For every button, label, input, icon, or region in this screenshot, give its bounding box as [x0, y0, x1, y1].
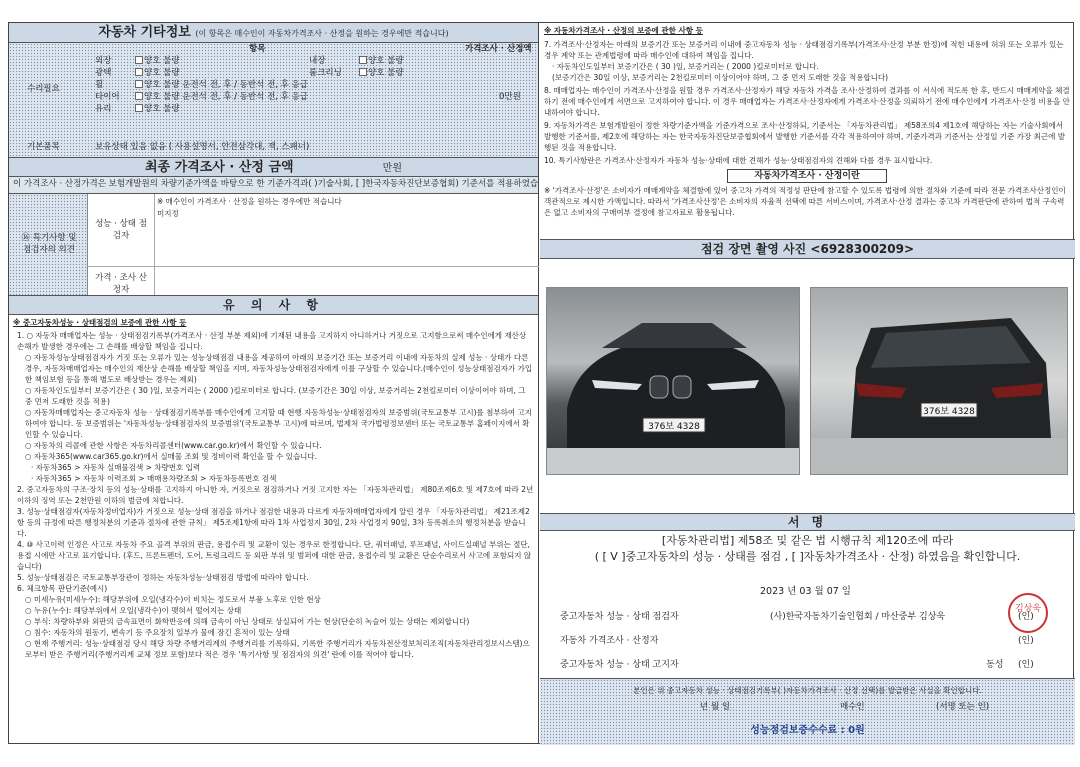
section-subtitle: (이 항목은 매수인이 자동차가격조사 · 산정을 원하는 경우에만 적습니다) [195, 29, 449, 38]
checkbox[interactable] [359, 68, 367, 76]
notice-list [13, 330, 534, 660]
row-left-1: 광택 양호 불량 [95, 68, 180, 78]
final-title: 최종 가격조사 · 산정 금액 [144, 160, 294, 175]
pricer-label: 자동차 가격조사 · 산정자 [560, 636, 659, 646]
front-photo [546, 287, 800, 475]
notice-item: 2. 중고자동차의 구조·장치 등의 성능·상태를 고지하지 아니한 자, 거짓으로 점검하거나 거짓 고지한 자는 「자동차관리법」 제80조제6호 및 제7호에 따라 2년 이하의 징역 또는 2천만원 이하의 벌금에 처합니다. [17, 485, 534, 505]
final-unit: 만원 [382, 163, 402, 174]
special-label: ⑯ 특기사항 및 점검자의 의견 [21, 233, 77, 255]
col-price: 가격조사 · 산정액 [465, 44, 532, 54]
notice-item: ○ 침수: 자동차의 원동기, 변속기 등 주요장치 일부가 물에 잠긴 흔적이 있는 상태 [25, 628, 290, 637]
sign-date: 2023 년 03 월 07 일 [760, 586, 851, 597]
right-column [540, 23, 1073, 743]
notice-item: ○ 부식: 차량하부와 외판의 금속표면이 화학반응에 의해 금속이 아닌 상태로 상실되어 가는 현상(단순히 녹슬어 있는 상태는 제외합니다) [25, 617, 470, 626]
definition-title: 자동차가격조사 · 산정이란 [727, 169, 887, 183]
notice-item: ○ 누유(누수): 해당부위에서 오일(냉각수)이 맺혀서 떨어지는 상태 [25, 606, 242, 615]
section-title: 자동차 기타정보 [98, 25, 191, 40]
right-item: 9. 자동차가격은 보험개발원이 정한 차량기준가액을 기준가격으로 조사·산정하되, 기준서는 「자동차관리법」 제58조의4 제1호에 해당하는 자는 기술사회에서 발행한 기준서를, 제2호에 해당하는 자는 한국자동차진단보증협회에서 발행한 기준서를 각각 적용하여야 하며, 기준가격과 기준서는 산정일 기준 가장 최근에 발행된 것을 적용합니다. [544, 121, 1065, 152]
notice-item: 1. ○ 자동차 매매업자는 성능 · 상태점검기록부(가격조사 · 산정 부분 제외)에 기재된 내용을 고지하지 아니하거나 거짓으로 고지함으로써 매수인에게 재산상 손해가 발생한 경우에는 그 손해를 배상할 책임을 집니다. [17, 331, 527, 351]
right-list [544, 39, 1070, 166]
right-item: 8. 매매업자는 매수인이 가격조사·산정을 원할 경우 가격조사·산정자가 해당 자동차 가격을 조사·산정하여 결과를 이 서식에 적도록 한 후, 반드시 매매계약을 체결하기 전에 매수인에게 서면으로 고지하여야 합니다. 이 경우 매매업자는 가격조사·산정자에게 가격조사·산정을 의뢰하기 전에 매수인에게 가격조사·산정 비용을 안내하여야 합니다. [544, 86, 1070, 117]
notice-item: ○ 자동차인도일부터 보증기간은 ( 30 )일, 보증거리는 ( 2000 )킬로미터로 합니다. (보증기간은 30일 이상, 보증거리는 2천킬로미터 이상이어야 하며, 그 중 먼저 도래한 것을 적용) [25, 386, 526, 406]
repair-label: 수리필요 [27, 84, 60, 94]
right-item: · 자동차인도일부터 보증기간은 ( 30 )일, 보증거리는 ( 2000 )킬로미터로 합니다. [552, 62, 819, 71]
notifier-seal-mark: (인) [1018, 660, 1034, 670]
confirm-text: 본인은 위 중고자동차 성능 · 상태점검기록부( )자동차가격조사 · 산정 선택)를 발급받은 사실을 확인합니다. [633, 686, 982, 695]
inspector-label: 중고자동차 성능 · 상태 점검자 [560, 612, 679, 622]
notice-item: ○ 자동차매매업자는 중고자동차 성능 · 상태점검기록부를 매수인에게 고지할 때 현행 자동차성능·상태점검자의 보증범위(국토교통부 고시)를 첨부하여 고지하여야 합니다. 동 보증범위는 '자동차성능·상태점검자의 보증범위'(국토교통부 고시)에 따르며, 법제처 국가법령정보센터 또는 국토교통부 홈페이지에서 확인할 수 있습니다. [25, 408, 532, 439]
other-info-table [9, 43, 538, 157]
perf-label: 성능 · 상태 점검자 [95, 219, 147, 241]
inspector-seal-mark: (인) [1018, 612, 1034, 622]
checkbox[interactable] [359, 56, 367, 64]
photo-header: 점검 장면 촬영 사진 <6928300209> [540, 239, 1075, 259]
notifier-name: 동성 [986, 660, 1004, 670]
pricer-seal-mark: (인) [1018, 636, 1034, 646]
notice-item: ○ 자동차의 리콜에 관한 사항은 자동차리콜센터(www.car.go.kr)에서 확인할 수 있습니다. [25, 441, 322, 450]
right-item: 10. 특기사항란은 가격조사·산정자가 자동차 성능·상태에 대한 견해가 성능·상태점검자의 견해와 다를 경우 표시합니다. [544, 156, 933, 165]
notice-item: 3. 성능·상태점검자(자동차정비업자)가 거짓으로 성능·상태 점검을 하거나 점검한 내용과 다르게 자동차매매업자에게 알린 경우 「자동차관리법」 제21조제2항 등의 규정에 따른 행정처분의 기준과 절차에 관한 규칙」 제5조제1항에 따라 1차 사업정지 30일, 2차 사업정지 90일, 3차 등록취소의 행정처분을 받습니다. [17, 507, 530, 538]
checkbox[interactable] [135, 68, 143, 76]
definition-text: ※ '가격조사·산정'은 소비자가 매매계약을 체결함에 있어 중고차 가격의 적정성 판단에 참고할 수 있도록 법령에 의한 절차와 기준에 따라 전문 가격조사산정인이 객관적으로 제시한 가액입니다. 따라서 '가격조사산정'은 소비자의 자율적 선택에 따른 서비스이며, 가격조사·산정 결과는 중고차 가격판단에 관하여 법적 구속력은 없고 소비자의 구매여부 결정에 참고자료로 활용됩니다. [544, 186, 1066, 217]
right-item: (보증기간은 30일 이상, 보증거리는 2천킬로미터 이상이어야 하며, 그 중 먼저 도래한 것을 적용합니다) [552, 73, 889, 82]
notice-item: ○ 현재 주행거리: 성능·상태점검 당시 해당 차량 주행거리계의 주행거리를 기록하되, 기록한 주행거리가 자동차전산정보처리조직(자동차관리정보시스템)으로부터 받은 주행거리(주행거리계 교체 정보 포함)보다 적은 경우 '특기사항 및 점검자의 의견' 란에 이를 적어야 합니다. [25, 639, 530, 659]
row-left-4: 유리 양호 불량 [95, 104, 180, 114]
row-left-3: 타이어 양호 불량 운전석 전, 후 / 동반석 전, 후 응급 [95, 92, 308, 102]
notice-item: ○ 미세누유(미세누수): 해당부위에 오일(냉각수)이 비치는 정도로서 부품 노후로 인한 현상 [25, 595, 321, 604]
document-sheet [8, 22, 1074, 744]
notice-header: 유 의 사 항 [9, 295, 538, 315]
special-area [87, 194, 538, 296]
buyer-confirm-box [540, 678, 1075, 745]
checkbox[interactable] [135, 80, 143, 88]
inspector-seal: 김상욱 [1008, 593, 1048, 633]
right-sub: ※ 자동차가격조사 · 산정의 보증에 관한 사항 등 [544, 26, 703, 35]
special-note: ※ 매수인이 가격조사 · 산정을 원하는 경우에만 적습니다 [157, 197, 342, 206]
inspector-org: (사)한국자동차기술인협회 / 마산중부 김상욱 [770, 612, 946, 622]
confirm-date: 년 월 일 [700, 702, 731, 712]
row-left-2: 휠 양호 불량 운전석 전, 후 / 동반석 전, 후 응급 [95, 80, 308, 90]
checkbox[interactable] [135, 92, 143, 100]
row-right-1: 룸크리닝 양호 불량 [309, 68, 404, 78]
row-right-0: 내장 양호 불량 [309, 56, 404, 66]
sign-line-1: [자동차관리법] 제58조 및 같은 법 시행규칙 제120조에 따라 [661, 534, 954, 547]
rear-car-image [811, 288, 1068, 475]
notice-item: ○ 자동차365(www.car365.go.kr)에서 실매물 조회 및 정비이력 확인을 할 수 있습니다. [25, 452, 318, 461]
front-car-image [547, 288, 800, 475]
price-guarantee-section [544, 25, 1070, 218]
notice-item: · 자동차365 > 자동차 실매물검색 > 차량번호 입력 [31, 463, 201, 472]
buyer-sign: (서명 또는 인) [936, 702, 990, 712]
sign-statement [540, 533, 1075, 565]
notice-item: ○ 자동차성능상태점검자가 거짓 또는 오류가 있는 성능상태점검 내용을 제공하여 아래의 보증기간 또는 보증거리 이내에 자동차의 실제 성능 · 상태가 다른 경우, 자동차매매업자는 매수인의 재산상 손해를 배상할 책임을 지며, 자동차성능상태점검자에게 이를 구상할 수 있습니다.(매수인이 성능상태점검자가 가입한 책임보험 등을 통해 별도로 배상받는 경우는 제외) [25, 353, 533, 384]
special-content [154, 194, 539, 296]
right-item: 7. 가격조사·산정자는 아래의 보증기간 또는 보증거리 이내에 중고자동차 성능 · 상태점검기록부(가격조사·산정 부분 한정)에 적힌 내용에 허위 또는 오류가 있는 경우 계약 또는 관계법령에 따라 매수인에 대하여 책임을 집니다. [544, 40, 1064, 60]
checkbox[interactable] [135, 104, 143, 112]
rear-photo [810, 287, 1068, 475]
basic-row: 보유상태 있음 없음 ( 사용설명서, 안전삼각대, 잭, 스패너) [95, 142, 310, 152]
left-column [9, 23, 539, 743]
final-note: 이 가격조사 · 산정가격은 보험개발원의 차량기준가액을 바탕으로 한 기준가격과( )기술사회, [ ]한국자동차진단보증협회) 기준서를 적용하였습 [9, 177, 538, 193]
notice-sub: ※ 중고자동차성능 · 상태점검의 보증에 관한 사항 등 [13, 318, 187, 327]
notifier-label: 중고자동차 성능 · 상태 고지자 [560, 660, 679, 670]
price-label: 가격 · 조사 산정자 [95, 273, 147, 295]
row-left-0: 외장 양호 불량 [95, 56, 180, 66]
special-note-2: 미지정 [157, 209, 179, 218]
fee-text: 성능점검보증수수료 : 0원 [750, 725, 865, 736]
notice-item: 4. ⑩ 사고이력 인정은 사고로 자동차 주요 골격 부위의 판금, 용접수리 및 교환이 있는 경우로 한정합니다. 단, 쿼터패널, 루프패널, 사이드실패널 부위는 절단, 용접 시에만 사고로 표기합니다. (후드, 프론트펜더, 도어, 트렁크리드 등 외판 부위 및 범퍼에 대한 판금, 용접수리 및 교환은 단순수리로서 사고에 포함되지 않습니다) [17, 540, 532, 571]
price-value: 0만원 [499, 92, 521, 102]
notice-body [13, 317, 534, 660]
notice-item: · 자동차365 > 자동차 이력조회 > 매매용차량조회 > 자동차등록번호 검색 [31, 474, 277, 483]
sign-line-2: ( [ V ]중고자동차의 성능 · 상태를 점검 , [ ]자동차가격조사 · 산정) 하였음을 확인합니다. [594, 550, 1021, 563]
signature-header: 서 명 [540, 513, 1075, 531]
notice-item: 6. 체크항목 판단기준(예시) [17, 584, 108, 593]
basic-label: 기본품목 [27, 142, 60, 152]
section-other-info-header [9, 23, 538, 43]
special-notes-section [9, 193, 538, 295]
front-plate: 376보 4328 [648, 422, 700, 432]
buyer-label: 매수인 [840, 702, 865, 712]
col-items: 항목 [249, 44, 266, 54]
checkbox[interactable] [135, 56, 143, 64]
rear-plate: 376보 4328 [923, 407, 975, 417]
notice-item: 5. 성능·상태점검은 국토교통부장관이 정하는 자동차성능·상태점검 방법에 따라야 합니다. [17, 573, 309, 582]
final-price-row [9, 157, 538, 177]
